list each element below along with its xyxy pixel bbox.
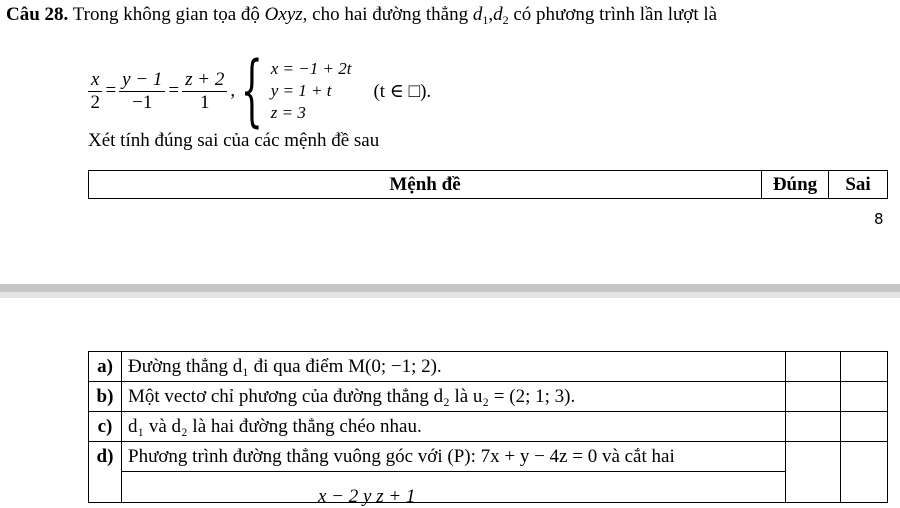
question-mid: , cho hai đường thẳng xyxy=(302,4,469,25)
statement-label: c) xyxy=(89,412,122,442)
system-line-x: x = −1 + 2t xyxy=(270,59,352,78)
answer-true-cell[interactable] xyxy=(786,412,841,442)
statement-text: Đường thẳng d₁ đi qua điểm M(0; −1; 2). xyxy=(122,352,786,382)
statement-label: d) xyxy=(89,442,122,503)
parametric-system xyxy=(271,58,352,124)
answer-true-cell[interactable] xyxy=(786,352,841,382)
coordinate-space: Oxyz xyxy=(264,4,303,25)
header-true: Đúng xyxy=(762,171,829,199)
question-header xyxy=(6,2,894,33)
equation-separator: , xyxy=(230,80,236,101)
answer-false-cell[interactable] xyxy=(841,442,888,503)
line-sub-1: 1 xyxy=(482,13,489,27)
question-end: có phương trình lần lượt là xyxy=(513,4,718,25)
statement-text: Một vectơ chỉ phương của đường thẳng d₂ là u₂ = (2; 1; 3). xyxy=(122,382,786,412)
table-row xyxy=(89,442,888,472)
statement-table xyxy=(88,351,888,503)
system-brace: { xyxy=(240,46,264,136)
table-row xyxy=(89,472,888,503)
statement-label: a) xyxy=(89,352,122,382)
question-intro: Trong không gian tọa độ xyxy=(72,4,260,25)
answer-false-cell[interactable] xyxy=(841,352,888,382)
equals-sign: = xyxy=(168,80,180,101)
statement-text: d₁ và d₂ là hai đường thẳng chéo nhau. xyxy=(122,412,786,442)
answer-false-cell[interactable] xyxy=(841,382,888,412)
line-name-2: d xyxy=(493,4,503,25)
table-row xyxy=(89,382,888,412)
page-separator-shadow xyxy=(0,292,900,298)
page-separator xyxy=(0,284,900,292)
answer-false-cell[interactable] xyxy=(841,412,888,442)
fraction-y: $\frac{y - 1}{-1}$ xyxy=(119,69,165,114)
table-row xyxy=(89,412,888,442)
line-sub-2: 2 xyxy=(502,13,509,27)
header-false: Sai xyxy=(829,171,888,199)
system-line-y: y = 1 + t xyxy=(270,81,332,100)
instruction-text: Xét tính đúng sai của các mệnh đề sau xyxy=(88,130,380,151)
answer-true-cell[interactable] xyxy=(786,382,841,412)
answer-true-cell[interactable] xyxy=(786,442,841,503)
line-name-1: d xyxy=(472,4,483,25)
question-number: Câu 28. xyxy=(6,4,69,25)
statement-text: Phương trình đường thẳng vuông góc với (P): 7x + y − 4z = 0 và cắt hai xyxy=(122,442,786,472)
fraction-x: $\frac{x}{2}$ xyxy=(88,69,102,114)
statement-table-header xyxy=(88,170,888,199)
line-equations xyxy=(88,46,432,136)
statement-label: b) xyxy=(89,382,122,412)
line-comma: , xyxy=(488,4,494,25)
system-line-z: z = 3 xyxy=(270,103,306,122)
fraction-z: $\frac{z + 2}{1}$ xyxy=(182,69,227,114)
continuation-equation: x − 2 y z + 1 xyxy=(318,486,416,507)
statement-continuation-cell xyxy=(122,472,786,503)
equals-sign: = xyxy=(105,80,117,101)
page-number: 8 xyxy=(874,210,884,228)
header-statement: Mệnh đề xyxy=(89,171,762,199)
table-row xyxy=(89,352,888,382)
parameter-domain: (t ∈ □). xyxy=(373,80,432,102)
